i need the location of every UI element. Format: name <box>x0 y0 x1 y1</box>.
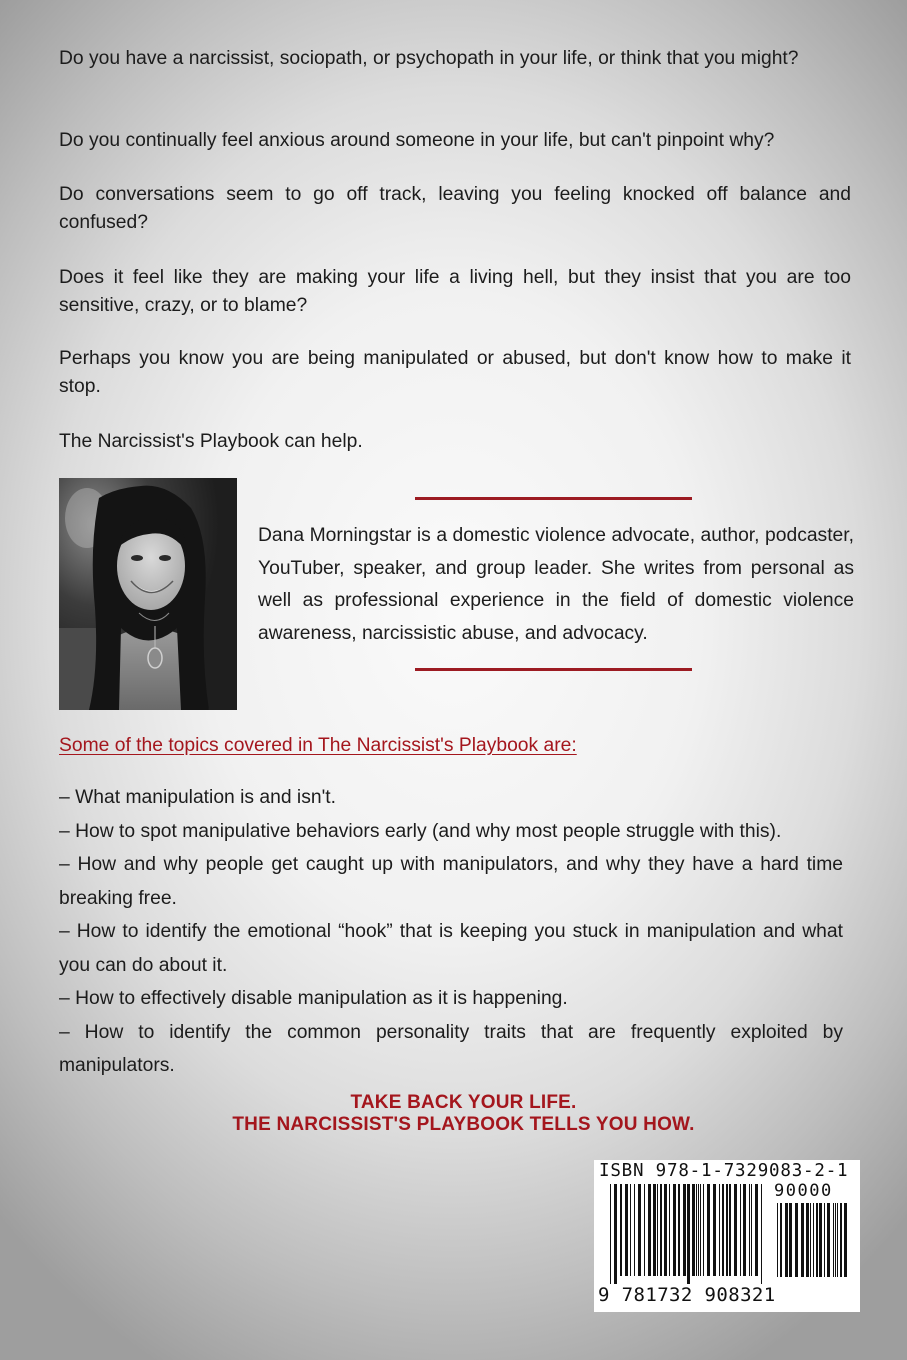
barcode-bar <box>683 1184 686 1276</box>
barcode-bar <box>743 1184 746 1276</box>
barcode-bar <box>687 1184 690 1284</box>
isbn-label: ISBN 978-1-7329083-2-1 <box>599 1161 849 1181</box>
barcode-bar <box>837 1203 838 1277</box>
barcode-bar <box>648 1184 651 1276</box>
barcode-bar <box>751 1184 752 1276</box>
cta-line-2: THE NARCISSIST'S PLAYBOOK TELLS YOU HOW. <box>232 1114 695 1135</box>
barcode-bar <box>669 1184 670 1276</box>
intro-question-2: Do you continually feel anxious around someone in your life, but can't pinpoint why? <box>59 130 775 151</box>
barcode-bar <box>722 1184 724 1276</box>
barcode-bar <box>638 1184 641 1276</box>
barcode-bar <box>734 1184 737 1276</box>
barcode-bar <box>660 1184 662 1276</box>
barcode-bar <box>755 1184 758 1276</box>
barcode-bar <box>729 1184 731 1276</box>
topic-item: – How to spot manipulative behaviors early (and why most people struggle with this). <box>59 820 782 842</box>
barcode-bar <box>644 1184 645 1276</box>
barcode-bar <box>664 1184 667 1276</box>
barcode-bar <box>713 1184 716 1276</box>
barcode-bar <box>707 1184 710 1276</box>
intro-question-4: Does it feel like they are making your life a living hell, but they insist that you are too sensitive, crazy, or to blame? <box>59 267 851 316</box>
author-photo <box>59 478 237 710</box>
price-code: 90000 <box>774 1181 833 1201</box>
barcode-bar <box>749 1184 750 1276</box>
intro-question-3: Do conversations seem to go off track, leaving you feeling knocked off balance and confused? <box>59 184 851 233</box>
intro-question-1: Do you have a narcissist, sociopath, or psychopath in your life, or think that you might? <box>59 48 799 69</box>
intro-closing: The Narcissist's Playbook can help. <box>59 431 363 452</box>
barcode-bar <box>692 1184 695 1276</box>
ean-barcode-bars <box>610 1184 765 1284</box>
ean-number: 9 781732 908321 <box>598 1284 776 1306</box>
barcode-bar <box>824 1203 825 1277</box>
barcode-bar <box>816 1203 818 1277</box>
topics-list <box>59 781 843 1083</box>
barcode-bar <box>785 1203 788 1277</box>
barcode-bar <box>610 1184 611 1284</box>
topic-item: – How to identify the emotional “hook” that is keeping you stuck in manipulation and what you can do about it. <box>59 921 843 976</box>
barcode-bar <box>777 1203 778 1277</box>
barcode-bar <box>657 1184 658 1276</box>
barcode-bar <box>835 1203 836 1277</box>
barcode-bar <box>844 1203 847 1277</box>
barcode-bar <box>819 1203 822 1277</box>
topic-item: – How and why people get caught up with manipulators, and why they have a hard time breaking free. <box>59 854 843 909</box>
barcode-bar <box>698 1184 699 1276</box>
barcode-bar <box>780 1203 782 1277</box>
barcode-bar <box>813 1203 814 1277</box>
barcode-bar <box>630 1184 631 1276</box>
barcode-bar <box>719 1184 720 1276</box>
barcode-bar <box>833 1203 834 1277</box>
barcode-bar <box>625 1184 628 1276</box>
isbn-barcode <box>594 1160 860 1312</box>
barcode-bar <box>614 1184 617 1284</box>
barcode-bar <box>840 1203 842 1277</box>
barcode-bar <box>653 1184 656 1276</box>
barcode-bar <box>673 1184 676 1276</box>
barcode-bar <box>801 1203 804 1277</box>
barcode-bar <box>761 1184 762 1284</box>
topic-item: – How to identify the common personality traits that are frequently exploited by manipulators. <box>59 1021 843 1076</box>
barcode-bar <box>795 1203 798 1277</box>
barcode-bar <box>703 1184 704 1276</box>
barcode-bar <box>789 1203 792 1277</box>
barcode-bar <box>700 1184 701 1276</box>
topic-item: – How to effectively disable manipulation as it is happening. <box>59 988 568 1009</box>
barcode-bar <box>740 1184 741 1276</box>
barcode-bar <box>726 1184 728 1276</box>
bio-divider-top <box>415 497 692 500</box>
topics-heading: Some of the topics covered in The Narcissist's Playbook are: <box>59 735 577 756</box>
barcode-bar <box>806 1203 809 1277</box>
cta-line-1: TAKE BACK YOUR LIFE. <box>350 1092 577 1113</box>
intro-statement: Perhaps you know you are being manipulated or abused, but don't know how to make it stop. <box>59 348 851 397</box>
call-to-action <box>0 1092 907 1136</box>
author-portrait-illustration <box>59 478 237 710</box>
barcode-bar <box>620 1184 622 1276</box>
barcode-bar <box>810 1203 811 1277</box>
addon-barcode-bars <box>777 1203 849 1285</box>
barcode-bar <box>634 1184 635 1276</box>
barcode-bar <box>696 1184 697 1276</box>
barcode-bar <box>678 1184 680 1276</box>
topic-item: – What manipulation is and isn't. <box>59 787 336 808</box>
author-bio: Dana Morningstar is a domestic violence advocate, author, podcaster, YouTuber, speaker, and group leader. She writes from personal as well as professional experience in the field of domestic violence awareness, narcissistic abuse, and advocacy. <box>258 525 854 644</box>
barcode-bar <box>827 1203 830 1277</box>
bio-divider-bottom <box>415 668 692 671</box>
